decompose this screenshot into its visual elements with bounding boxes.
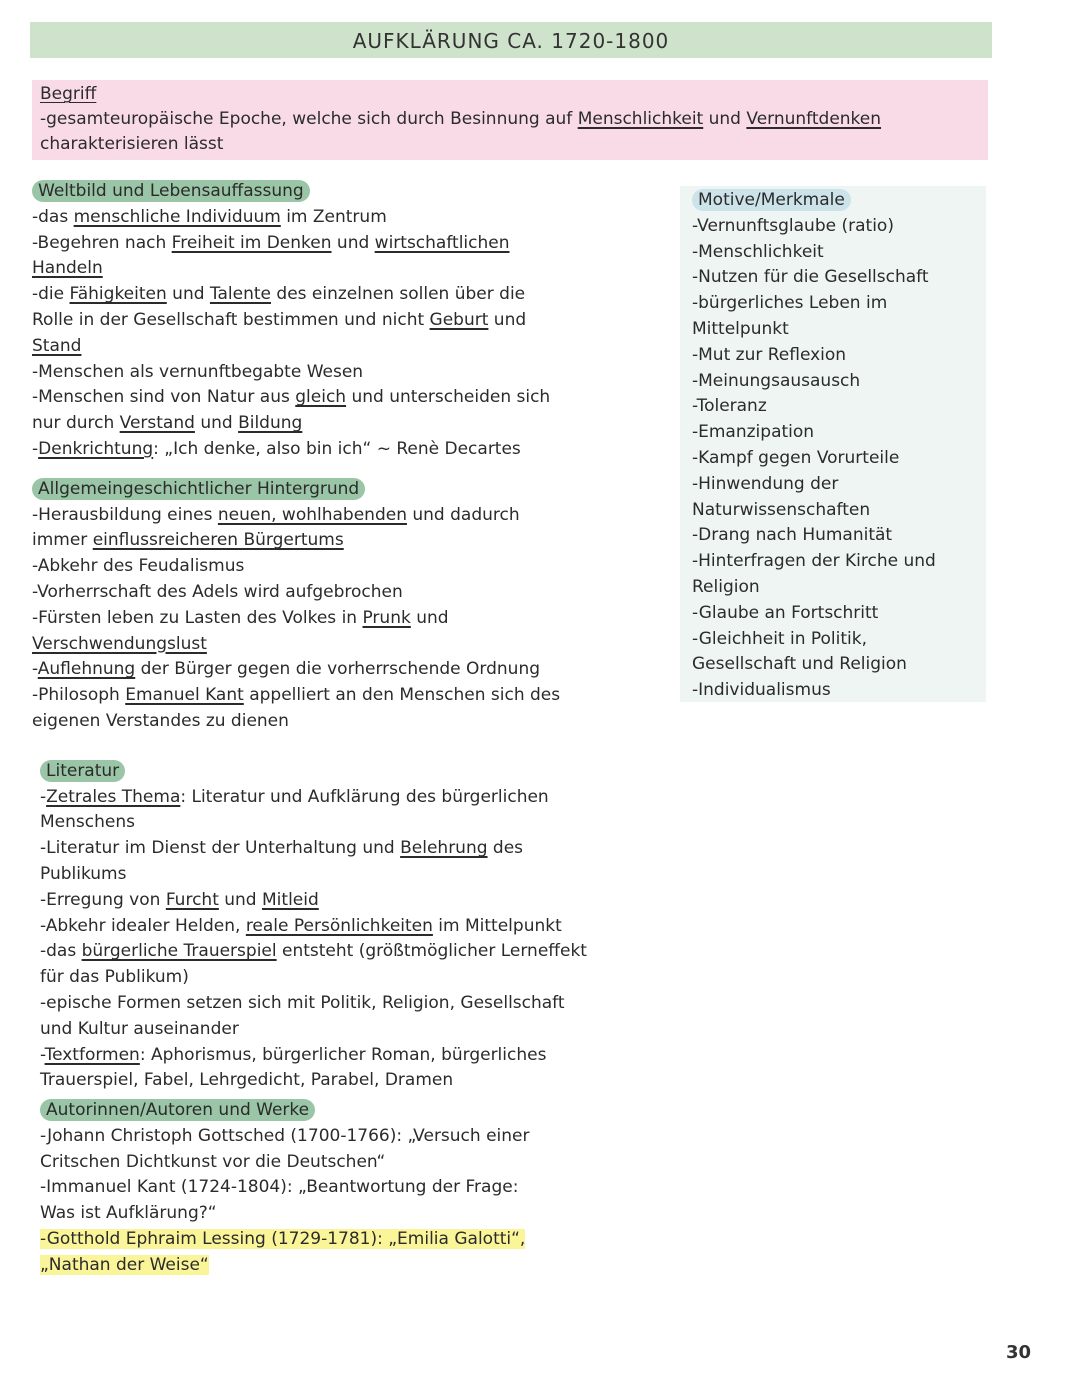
begriff-text-2: charakterisieren lässt xyxy=(40,134,224,154)
text-span: und xyxy=(218,889,263,910)
text-span: - xyxy=(40,786,47,807)
list-item xyxy=(40,1043,632,1069)
text-span: - xyxy=(32,659,38,680)
text-span: und xyxy=(166,284,210,305)
text-span: Furcht xyxy=(165,889,219,910)
list-item xyxy=(32,606,632,632)
list-item: -Toleranz xyxy=(692,396,767,417)
list-item xyxy=(32,256,632,282)
list-item: -Mut zur Reflexion xyxy=(692,344,847,365)
list-item: -Glaube an Fortschritt xyxy=(692,602,879,623)
list-item xyxy=(40,1227,632,1253)
page-number: 30 xyxy=(1006,1342,1032,1363)
text-span: Denkrichtung xyxy=(38,438,154,459)
list-item: -Individualismus xyxy=(692,680,831,701)
text-span: und dadurch xyxy=(406,504,520,525)
list-item: -Vernunftsglaube (ratio) xyxy=(692,215,894,236)
text-span: Auflehnung xyxy=(37,659,136,680)
list-item xyxy=(32,205,632,231)
text-span: -Begehren nach xyxy=(32,232,172,253)
highlighted-text: -Gotthold Ephraim Lessing (1729-1781): „Emilia Galotti“, xyxy=(40,1229,526,1250)
list-item xyxy=(32,411,632,437)
list-item: -bürgerliches Leben im xyxy=(692,293,888,314)
text-span: -die xyxy=(32,284,70,305)
text-span: Fähigkeiten xyxy=(69,284,167,305)
list-item: Trauerspiel, Fabel, Lehrgedicht, Parabel, Dramen xyxy=(40,1070,454,1091)
text-span: und xyxy=(410,607,449,628)
text-span: und xyxy=(331,232,375,253)
text-span: und xyxy=(488,309,527,330)
list-item xyxy=(32,231,632,257)
highlighted-text: „Nathan der Weise“ xyxy=(40,1254,209,1275)
list-item: -Immanuel Kant (1724-1804): „Beantwortung der Frage: xyxy=(40,1177,519,1198)
text-span: Belehrung xyxy=(400,838,488,859)
left-column xyxy=(32,177,632,1291)
text-span: -das xyxy=(32,206,74,227)
text-span: Freiheit im Denken xyxy=(171,232,332,253)
list-item xyxy=(32,683,632,709)
list-item: -Meinungsausausch xyxy=(692,370,861,391)
list-item: -Gleichheit in Politik, xyxy=(692,628,868,649)
list-item xyxy=(40,888,632,914)
begriff-box xyxy=(32,80,988,160)
section-hintergrund xyxy=(32,475,632,735)
section-literatur xyxy=(32,757,632,1094)
text-span: -Philosoph xyxy=(32,685,126,706)
term-menschlichkeit: Menschlichkeit xyxy=(577,109,704,129)
list-item xyxy=(32,503,632,529)
term-vernunftdenken: Vernunftdenken xyxy=(746,109,882,129)
section-heading: Autorinnen/Autoren und Werke xyxy=(40,1099,315,1121)
begriff-text xyxy=(40,107,980,132)
list-item: Religion xyxy=(692,576,760,597)
text-span: Geburt xyxy=(429,309,489,330)
text-span: reale Persönlichkeiten xyxy=(245,915,433,936)
text-span: -Literatur im Dienst der Unterhaltung und xyxy=(40,838,401,859)
list-item xyxy=(32,282,632,308)
list-item: Critschen Dichtkunst vor die Deutschen“ xyxy=(40,1151,386,1172)
list-item: -Nutzen für die Gesellschaft xyxy=(692,267,929,288)
text-span: Verstand xyxy=(119,413,195,434)
section-weltbild xyxy=(32,177,632,463)
list-item: Naturwissenschaften xyxy=(692,499,871,520)
list-item xyxy=(32,385,632,411)
list-item xyxy=(40,836,632,862)
text-span: und xyxy=(703,109,747,129)
text-span: appelliert an den Menschen sich des xyxy=(243,685,561,706)
text-span: Rolle in der Gesellschaft bestimmen und nicht xyxy=(32,309,430,330)
list-item xyxy=(40,1253,632,1279)
text-span: neuen, wohlhabenden xyxy=(217,504,407,525)
motive-box xyxy=(680,186,986,702)
section-heading: Weltbild und Lebensauffassung xyxy=(32,180,310,202)
list-item: -Drang nach Humanität xyxy=(692,525,893,546)
list-item: Menschens xyxy=(40,812,135,833)
text-span: Mitleid xyxy=(262,889,319,910)
text-span: -Herausbildung eines xyxy=(32,504,218,525)
list-item: -Abkehr des Feudalismus xyxy=(32,556,245,577)
list-item xyxy=(32,528,632,554)
text-span: -Abkehr idealer Helden, xyxy=(40,915,246,936)
text-span: entsteht (größtmöglicher Lerneffekt xyxy=(276,941,587,962)
section-autoren xyxy=(32,1096,632,1279)
section-heading: Motive/Merkmale xyxy=(692,189,851,211)
text-span: -Erregung von xyxy=(40,889,166,910)
text-span: gleich xyxy=(295,387,347,408)
list-item xyxy=(32,632,632,658)
text-span: Prunk xyxy=(362,607,411,628)
list-item: -Vorherrschaft des Adels wird aufgebrochen xyxy=(32,581,403,602)
text-span: Talente xyxy=(209,284,271,305)
list-item: -Emanzipation xyxy=(692,422,815,443)
list-item: Mittelpunkt xyxy=(692,318,789,339)
begriff-heading: Begriff xyxy=(40,84,97,104)
text-span: Handeln xyxy=(32,258,103,279)
text-span: menschliche Individuum xyxy=(73,206,281,227)
text-span: wirtschaftlichen xyxy=(374,232,510,253)
text-span: -Fürsten leben zu Lasten des Volkes in xyxy=(32,607,363,628)
text-span: : Aphorismus, bürgerlicher Roman, bürgerliches xyxy=(139,1044,547,1065)
text-span: -das xyxy=(40,941,82,962)
text-span: : „Ich denke, also bin ich“ ~ Renè Decartes xyxy=(153,438,521,459)
text-span: nur durch xyxy=(32,413,120,434)
list-item: für das Publikum) xyxy=(40,967,189,988)
list-item xyxy=(40,939,632,965)
text-span: Stand xyxy=(32,335,82,356)
list-item: Publikums xyxy=(40,863,127,884)
text-span: der Bürger gegen die vorherrschende Ordnung xyxy=(135,659,541,680)
text-span: immer xyxy=(32,530,93,551)
list-item: und Kultur auseinander xyxy=(40,1018,239,1039)
list-item: -epische Formen setzen sich mit Politik, Religion, Gesellschaft xyxy=(40,992,565,1013)
list-item xyxy=(40,914,632,940)
text-span: -gesamteuropäische Epoche, welche sich durch Besinnung auf xyxy=(40,109,578,129)
text-span: des xyxy=(487,838,524,859)
list-item: Gesellschaft und Religion xyxy=(692,654,907,675)
text-span: im Mittelpunkt xyxy=(432,915,562,936)
list-item: -Hinterfragen der Kirche und xyxy=(692,551,936,572)
list-item: -Hinwendung der xyxy=(692,473,839,494)
list-item: eigenen Verstandes zu dienen xyxy=(32,710,289,731)
list-item xyxy=(40,785,632,811)
list-item: Was ist Aufklärung?“ xyxy=(40,1203,217,1224)
list-item: -Kampf gegen Vorurteile xyxy=(692,447,900,468)
page-title: AUFKLÄRUNG CA. 1720-1800 xyxy=(30,22,992,58)
list-item xyxy=(32,437,632,463)
text-span: bürgerliche Trauerspiel xyxy=(81,941,277,962)
text-span: einflussreicheren Bürgertums xyxy=(92,530,344,551)
list-item: -Menschlichkeit xyxy=(692,241,824,262)
text-span: Bildung xyxy=(238,413,303,434)
text-span: Emanuel Kant xyxy=(125,685,244,706)
motive-list xyxy=(692,214,974,704)
text-span: und unterscheiden sich xyxy=(346,387,551,408)
text-span: Textformen xyxy=(44,1044,140,1065)
list-item xyxy=(32,334,632,360)
list-item: -Menschen als vernunftbegabte Wesen xyxy=(32,361,364,382)
text-span: Verschwendungslust xyxy=(32,633,207,654)
section-heading: Allgemeingeschichtlicher Hintergrund xyxy=(32,478,365,500)
text-span: : Literatur und Aufklärung des bürgerlichen xyxy=(180,786,549,807)
text-span: - xyxy=(32,438,39,459)
section-heading: Literatur xyxy=(40,760,125,782)
list-item xyxy=(32,308,632,334)
text-span: Zetrales Thema xyxy=(46,786,181,807)
text-span: des einzelnen sollen über die xyxy=(271,284,526,305)
text-span: im Zentrum xyxy=(280,206,387,227)
text-span: -Menschen sind von Natur aus xyxy=(32,387,296,408)
list-item: -Johann Christoph Gottsched (1700-1766): „Versuch einer xyxy=(40,1125,530,1146)
list-item xyxy=(32,657,632,683)
text-span: und xyxy=(194,413,239,434)
text-span: - xyxy=(40,1044,45,1065)
